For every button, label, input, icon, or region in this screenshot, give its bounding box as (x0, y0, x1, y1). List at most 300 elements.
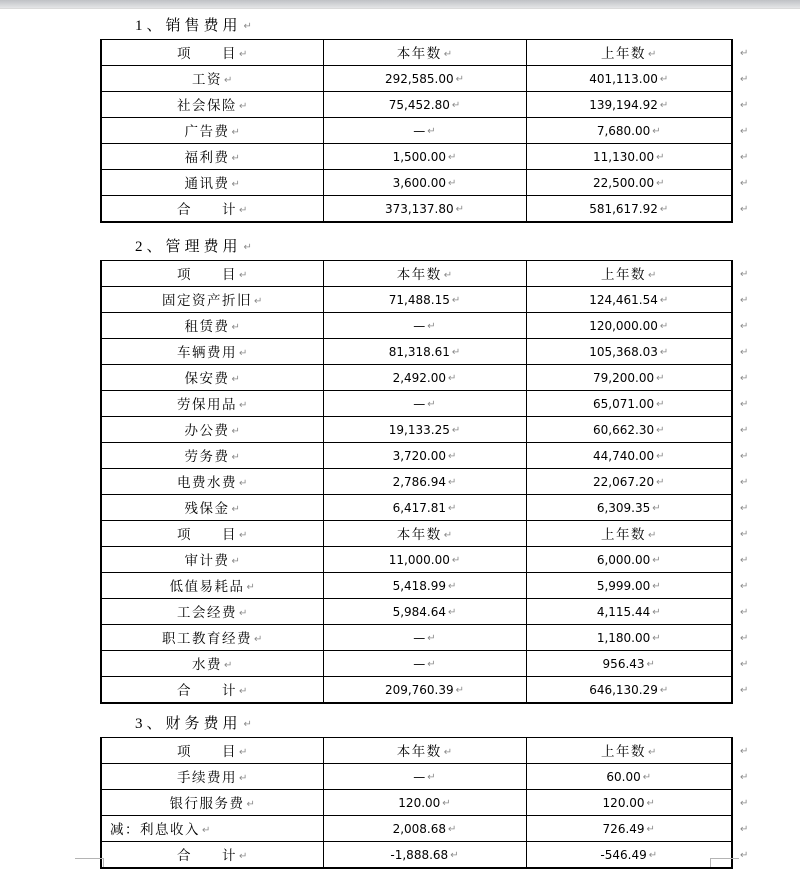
section-title-text: 2、管理费用 (135, 239, 242, 255)
cell-end-mark-icon: ↵ (448, 502, 457, 514)
row-end-area (732, 599, 772, 625)
cell-end-mark-icon: ↵ (239, 608, 248, 619)
row-end-area (732, 287, 772, 313)
item-cell[interactable] (101, 651, 323, 677)
cell-end-mark-icon: ↵ (448, 177, 457, 189)
previous-year-cell[interactable] (526, 842, 732, 869)
cell-end-mark-icon: ↵ (455, 73, 465, 85)
cell-value-text: 60,662.30 (593, 422, 655, 437)
table-row (101, 573, 772, 599)
previous-year-cell[interactable] (526, 261, 732, 287)
table-row (101, 790, 772, 816)
previous-year-cell[interactable] (526, 790, 732, 816)
cell-value-text: 60.00 (606, 769, 641, 784)
paragraph-mark-icon: ↵ (243, 242, 252, 253)
cell-value-text: — (413, 123, 426, 138)
row-end-mark-icon: ↵ (740, 177, 749, 189)
current-year-cell[interactable] (323, 521, 526, 547)
cell-end-mark-icon: ↵ (448, 606, 457, 618)
cell-label-text: 低值易耗品 (169, 579, 245, 594)
table-row (101, 118, 772, 144)
cell-value-text: 1,180.00 (596, 630, 651, 645)
row-end-area (732, 40, 772, 66)
row-end-mark-icon: ↵ (740, 151, 749, 163)
current-year-cell[interactable] (323, 144, 526, 170)
cell-end-mark-icon: ↵ (239, 205, 248, 216)
section-title[interactable] (135, 713, 800, 734)
cell-value-text: 5,984.64 (392, 604, 447, 619)
row-end-area (732, 118, 772, 144)
cell-end-mark-icon: ↵ (427, 398, 436, 410)
cell-end-mark-icon: ↵ (246, 582, 255, 593)
row-end-area (732, 625, 772, 651)
previous-year-cell[interactable] (526, 547, 732, 573)
item-cell[interactable] (101, 842, 323, 869)
cell-end-mark-icon: ↵ (231, 322, 240, 333)
row-end-mark-icon: ↵ (740, 346, 749, 358)
item-cell[interactable] (101, 261, 323, 287)
cell-value-text: 3,720.00 (392, 448, 447, 463)
cell-end-mark-icon: ↵ (239, 747, 248, 758)
current-year-cell[interactable] (323, 677, 526, 704)
row-end-mark-icon: ↵ (740, 684, 749, 696)
current-year-cell[interactable] (323, 738, 526, 764)
item-cell[interactable] (101, 469, 323, 495)
cell-end-mark-icon: ↵ (642, 771, 652, 783)
cell-value-text: 120,000.00 (589, 318, 658, 333)
cell-value-text: 581,617.92 (589, 201, 658, 216)
cell-end-mark-icon: ↵ (231, 127, 240, 138)
previous-year-cell[interactable] (526, 339, 732, 365)
cell-end-mark-icon: ↵ (239, 101, 248, 112)
item-cell[interactable] (101, 495, 323, 521)
cell-value-text: 6,417.81 (392, 500, 447, 515)
current-year-cell[interactable] (323, 66, 526, 92)
current-year-cell[interactable] (323, 417, 526, 443)
cell-value-text: -1,888.68 (390, 847, 449, 862)
cell-value-text: 956.43 (602, 656, 645, 671)
cell-end-mark-icon: ↵ (450, 849, 459, 861)
table-row (101, 651, 772, 677)
cell-end-mark-icon: ↵ (443, 530, 453, 541)
cell-label-text: 车辆费用 (177, 345, 238, 360)
item-cell[interactable] (101, 66, 323, 92)
table-row (101, 417, 772, 443)
current-year-cell[interactable] (323, 40, 526, 66)
section-title[interactable] (135, 236, 800, 257)
cell-end-mark-icon: ↵ (451, 554, 461, 566)
cell-value-text: 5,418.99 (392, 578, 447, 593)
row-end-area (732, 816, 772, 842)
table-row (101, 443, 772, 469)
cell-label-text: 项 目 (177, 267, 238, 282)
current-year-cell[interactable] (323, 625, 526, 651)
cell-label-text: 租赁费 (184, 319, 230, 334)
cell-end-mark-icon: ↵ (239, 686, 248, 697)
previous-year-cell[interactable] (526, 391, 732, 417)
current-year-cell[interactable] (323, 443, 526, 469)
cell-end-mark-icon: ↵ (427, 125, 436, 137)
row-end-mark-icon: ↵ (740, 580, 749, 592)
cell-value-text: 124,461.54 (589, 292, 658, 307)
cell-end-mark-icon: ↵ (231, 153, 240, 164)
item-cell[interactable] (101, 625, 323, 651)
current-year-cell[interactable] (323, 261, 526, 287)
previous-year-cell[interactable] (526, 521, 732, 547)
item-cell[interactable] (101, 547, 323, 573)
cell-value-text: 120.00 (602, 795, 645, 810)
cell-end-mark-icon: ↵ (442, 797, 451, 809)
item-cell[interactable] (101, 764, 323, 790)
row-end-area (732, 365, 772, 391)
cell-value-text: 2,008.68 (392, 821, 447, 836)
section-title-text: 3、财务费用 (135, 716, 242, 732)
previous-year-cell[interactable] (526, 66, 732, 92)
item-cell[interactable] (101, 170, 323, 196)
cell-label-text: 上年数 (601, 267, 647, 282)
cell-label-text: 通讯费 (184, 176, 230, 191)
cell-end-mark-icon: ↵ (451, 99, 461, 111)
cell-value-text: 44,740.00 (593, 448, 655, 463)
previous-year-cell[interactable] (526, 469, 732, 495)
cell-label-text: 本年数 (396, 267, 442, 282)
cell-value-text: 7,680.00 (596, 123, 651, 138)
cell-value-text: 209,760.39 (384, 682, 454, 697)
row-end-mark-icon: ↵ (740, 632, 749, 644)
row-end-area (732, 313, 772, 339)
cell-label-text: 本年数 (396, 527, 442, 542)
cell-label-text: 职工教育经费 (162, 631, 253, 646)
item-cell[interactable] (101, 816, 323, 842)
cell-end-mark-icon: ↵ (239, 400, 248, 411)
previous-year-cell[interactable] (526, 738, 732, 764)
row-end-area (732, 764, 772, 790)
cell-end-mark-icon: ↵ (427, 658, 436, 670)
cell-value-text: 4,115.44 (596, 604, 651, 619)
cell-end-mark-icon: ↵ (202, 825, 211, 836)
cell-label-text: 项 目 (177, 744, 238, 759)
cell-value-text: 401,113.00 (589, 71, 658, 86)
item-cell[interactable] (101, 196, 323, 223)
row-end-mark-icon: ↵ (740, 849, 749, 861)
item-cell[interactable] (101, 677, 323, 704)
current-year-cell[interactable] (323, 196, 526, 223)
previous-year-cell[interactable] (526, 625, 732, 651)
row-end-mark-icon: ↵ (740, 658, 749, 670)
row-end-mark-icon: ↵ (740, 268, 749, 280)
cell-value-text: 11,000.00 (388, 552, 450, 567)
previous-year-cell[interactable] (526, 443, 732, 469)
cell-end-mark-icon: ↵ (656, 424, 665, 436)
current-year-cell[interactable] (323, 339, 526, 365)
row-end-area (732, 144, 772, 170)
cell-label-text: 福利费 (184, 150, 230, 165)
cell-end-mark-icon: ↵ (224, 660, 233, 671)
section-title-text: 1、销售费用 (135, 18, 242, 34)
table-row (101, 313, 772, 339)
expense-table (100, 737, 773, 869)
cell-label-text: 水费 (192, 657, 223, 672)
previous-year-cell[interactable] (526, 816, 732, 842)
cell-end-mark-icon: ↵ (648, 530, 657, 541)
cell-end-mark-icon: ↵ (656, 372, 665, 384)
item-cell[interactable] (101, 391, 323, 417)
cell-label-text: 银行服务费 (169, 796, 245, 811)
row-end-mark-icon: ↵ (740, 203, 749, 215)
row-end-area (732, 391, 772, 417)
section-title[interactable] (135, 15, 800, 36)
current-year-cell[interactable] (323, 391, 526, 417)
cell-value-text: 105,368.03 (589, 344, 658, 359)
row-end-mark-icon: ↵ (740, 47, 749, 59)
cell-value-text: 81,318.61 (388, 344, 450, 359)
window-top-strip (0, 0, 800, 9)
table-row (101, 196, 772, 223)
current-year-cell[interactable] (323, 790, 526, 816)
current-year-cell[interactable] (323, 170, 526, 196)
item-cell[interactable] (101, 599, 323, 625)
previous-year-cell[interactable] (526, 677, 732, 704)
previous-year-cell[interactable] (526, 40, 732, 66)
cell-end-mark-icon: ↵ (448, 476, 457, 488)
previous-year-cell[interactable] (526, 573, 732, 599)
cell-end-mark-icon: ↵ (646, 797, 655, 809)
item-cell[interactable] (101, 738, 323, 764)
cell-label-text: 电费水费 (177, 475, 238, 490)
cell-end-mark-icon: ↵ (451, 294, 461, 306)
previous-year-cell[interactable] (526, 196, 732, 223)
document-content (0, 9, 800, 869)
previous-year-cell[interactable] (526, 92, 732, 118)
cell-end-mark-icon: ↵ (659, 99, 669, 111)
cell-end-mark-icon: ↵ (448, 580, 457, 592)
current-year-cell[interactable] (323, 599, 526, 625)
item-cell[interactable] (101, 339, 323, 365)
previous-year-cell[interactable] (526, 495, 732, 521)
cell-label-text: 手续费用 (177, 770, 238, 785)
table-row (101, 625, 772, 651)
current-year-cell[interactable] (323, 547, 526, 573)
item-cell[interactable] (101, 365, 323, 391)
current-year-cell[interactable] (323, 92, 526, 118)
cell-end-mark-icon: ↵ (656, 177, 665, 189)
row-end-area (732, 417, 772, 443)
row-end-area (732, 651, 772, 677)
cell-end-mark-icon: ↵ (652, 632, 661, 644)
table-header-row (101, 521, 772, 547)
row-end-area (732, 573, 772, 599)
cell-end-mark-icon: ↵ (659, 294, 669, 306)
table-row (101, 816, 772, 842)
current-year-cell[interactable] (323, 287, 526, 313)
cell-value-text: 1,500.00 (392, 149, 447, 164)
paragraph-mark-icon: ↵ (243, 719, 252, 730)
cell-end-mark-icon: ↵ (652, 606, 661, 618)
row-end-mark-icon: ↵ (740, 320, 749, 332)
cell-end-mark-icon: ↵ (427, 320, 436, 332)
table-row (101, 469, 772, 495)
cell-value-text: 11,130.00 (593, 149, 655, 164)
table-row (101, 599, 772, 625)
cell-end-mark-icon: ↵ (231, 556, 240, 567)
cell-end-mark-icon: ↵ (659, 203, 669, 215)
cell-end-mark-icon: ↵ (427, 632, 436, 644)
item-cell[interactable] (101, 417, 323, 443)
cell-end-mark-icon: ↵ (659, 320, 669, 332)
cell-value-text: 19,133.25 (388, 422, 450, 437)
row-end-area (732, 92, 772, 118)
cell-value-text: 2,492.00 (392, 370, 447, 385)
cell-end-mark-icon: ↵ (239, 851, 248, 862)
row-end-mark-icon: ↵ (740, 606, 749, 618)
previous-year-cell[interactable] (526, 365, 732, 391)
cell-value-text: — (413, 769, 426, 784)
cell-label-text: 残保金 (184, 501, 230, 516)
previous-year-cell[interactable] (526, 599, 732, 625)
cell-end-mark-icon: ↵ (652, 554, 661, 566)
item-cell[interactable] (101, 92, 323, 118)
row-end-area (732, 339, 772, 365)
cell-label-text: 办公费 (184, 423, 230, 438)
cell-end-mark-icon: ↵ (659, 73, 669, 85)
row-end-mark-icon: ↵ (740, 398, 749, 410)
row-end-mark-icon: ↵ (740, 823, 749, 835)
cell-label-text: 固定资产折旧 (162, 293, 253, 308)
cell-label-text: 工会经费 (177, 605, 238, 620)
cell-label-text: 保安费 (184, 371, 230, 386)
cell-label-text: 项 目 (177, 527, 238, 542)
current-year-cell[interactable] (323, 313, 526, 339)
previous-year-cell[interactable] (526, 170, 732, 196)
current-year-cell[interactable] (323, 842, 526, 869)
cell-label-text: 上年数 (601, 527, 647, 542)
row-end-mark-icon: ↵ (740, 372, 749, 384)
table-row (101, 391, 772, 417)
cell-end-mark-icon: ↵ (443, 270, 453, 281)
cell-value-text: 292,585.00 (384, 71, 454, 86)
expense-table (100, 39, 773, 223)
table-row (101, 170, 772, 196)
cell-label-text: 本年数 (396, 744, 442, 759)
cell-label-text: 合 计 (177, 683, 238, 698)
item-cell[interactable] (101, 573, 323, 599)
row-end-area (732, 738, 772, 764)
item-cell[interactable] (101, 443, 323, 469)
current-year-cell[interactable] (323, 651, 526, 677)
current-year-cell[interactable] (323, 573, 526, 599)
cell-end-mark-icon: ↵ (448, 450, 457, 462)
previous-year-cell[interactable] (526, 144, 732, 170)
cell-end-mark-icon: ↵ (448, 372, 457, 384)
cell-end-mark-icon: ↵ (646, 823, 655, 835)
expense-section-3 (0, 713, 800, 869)
row-end-area (732, 443, 772, 469)
row-end-area (732, 521, 772, 547)
current-year-cell[interactable] (323, 495, 526, 521)
cell-end-mark-icon: ↵ (231, 426, 240, 437)
item-cell[interactable] (101, 287, 323, 313)
item-cell[interactable] (101, 521, 323, 547)
current-year-cell[interactable] (323, 365, 526, 391)
cell-end-mark-icon: ↵ (246, 799, 255, 810)
current-year-cell[interactable] (323, 118, 526, 144)
table-header-row (101, 40, 772, 66)
cell-end-mark-icon: ↵ (254, 634, 263, 645)
row-end-mark-icon: ↵ (740, 294, 749, 306)
cell-value-text: -546.49 (600, 847, 647, 862)
cell-end-mark-icon: ↵ (648, 270, 657, 281)
cell-end-mark-icon: ↵ (231, 452, 240, 463)
previous-year-cell[interactable] (526, 417, 732, 443)
row-end-area (732, 677, 772, 704)
row-end-mark-icon: ↵ (740, 797, 749, 809)
cell-end-mark-icon: ↵ (455, 684, 465, 696)
cell-label-text: 社会保险 (177, 98, 238, 113)
previous-year-cell[interactable] (526, 118, 732, 144)
cell-label-text: 上年数 (601, 744, 647, 759)
previous-year-cell[interactable] (526, 764, 732, 790)
cell-end-mark-icon: ↵ (652, 502, 661, 514)
cell-end-mark-icon: ↵ (656, 151, 665, 163)
table-row (101, 66, 772, 92)
cell-label-text: 减：利息收入 (110, 822, 200, 837)
cell-value-text: 726.49 (602, 821, 645, 836)
row-end-area (732, 790, 772, 816)
cell-label-text: 劳务费 (184, 449, 230, 464)
cell-end-mark-icon: ↵ (448, 151, 457, 163)
current-year-cell[interactable] (323, 469, 526, 495)
cell-end-mark-icon: ↵ (231, 179, 240, 190)
previous-year-cell[interactable] (526, 287, 732, 313)
cell-end-mark-icon: ↵ (648, 49, 657, 60)
row-end-area (732, 261, 772, 287)
cell-end-mark-icon: ↵ (451, 346, 461, 358)
row-end-mark-icon: ↵ (740, 745, 749, 757)
item-cell[interactable] (101, 144, 323, 170)
row-end-area (732, 495, 772, 521)
cell-value-text: 71,488.15 (388, 292, 450, 307)
previous-year-cell[interactable] (526, 313, 732, 339)
table-row (101, 495, 772, 521)
row-end-area (732, 170, 772, 196)
row-end-mark-icon: ↵ (740, 125, 749, 137)
cell-end-mark-icon: ↵ (656, 398, 665, 410)
cell-end-mark-icon: ↵ (231, 374, 240, 385)
cell-label-text: 本年数 (396, 46, 442, 61)
expense-section-2 (0, 236, 800, 704)
row-end-mark-icon: ↵ (740, 99, 749, 111)
table-header-row (101, 738, 772, 764)
item-cell[interactable] (101, 40, 323, 66)
current-year-cell[interactable] (323, 816, 526, 842)
current-year-cell[interactable] (323, 764, 526, 790)
cell-value-text: 79,200.00 (593, 370, 655, 385)
item-cell[interactable] (101, 118, 323, 144)
cell-value-text: 3,600.00 (392, 175, 447, 190)
cell-value-text: 6,309.35 (596, 500, 651, 515)
cell-value-text: 22,067.20 (593, 474, 655, 489)
item-cell[interactable] (101, 313, 323, 339)
cell-end-mark-icon: ↵ (448, 823, 457, 835)
item-cell[interactable] (101, 790, 323, 816)
row-end-mark-icon: ↵ (740, 73, 749, 85)
text-boundary-mark-bottom-right (710, 858, 739, 867)
cell-label-text: 劳保用品 (177, 397, 238, 412)
cell-end-mark-icon: ↵ (652, 580, 661, 592)
cell-end-mark-icon: ↵ (224, 75, 233, 86)
cell-end-mark-icon: ↵ (239, 270, 248, 281)
previous-year-cell[interactable] (526, 651, 732, 677)
